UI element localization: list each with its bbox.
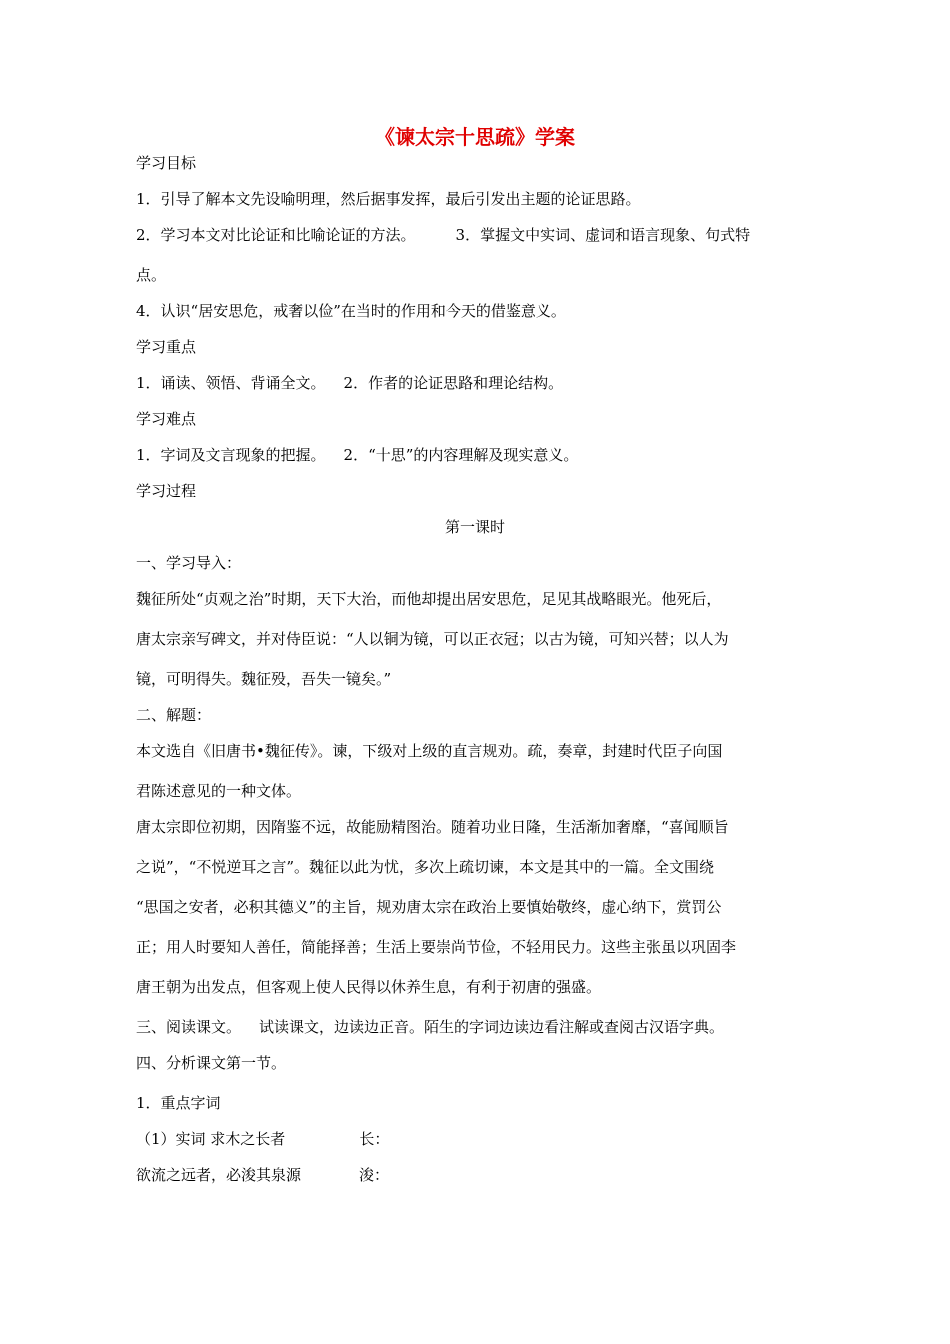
goal-2: 2．学习本文对比论证和比喻论证的方法。 <box>136 226 416 244</box>
goal-2-3 <box>136 223 826 247</box>
difficulty-heading: 学习难点 <box>136 410 197 428</box>
word-1-blank: 长： <box>359 1130 390 1148</box>
goal-4: 4．认识“居安思危，戒奢以俭”在当时的作用和今天的借鉴意义。 <box>136 302 566 320</box>
word-2-blank: 浚： <box>359 1166 390 1184</box>
background-line-2: 之说”，“不悦逆耳之言”。魏征以此为忧，多次上疏切谏，本文是其中的一篇。全文围绕 <box>136 858 715 876</box>
word-2-label: 欲流之远者，必浚其泉源 <box>136 1166 302 1184</box>
difficulty-points <box>136 443 826 467</box>
title-explain-line-1: 本文选自《旧唐书•魏征传》。谏，下级对上级的直言规劝。疏，奏章，封建时代臣子向国 <box>136 742 723 760</box>
read-text: 试读课文，边读边正音。陌生的字词边读边看注解或查阅古汉语字典。 <box>259 1018 725 1036</box>
word-item-2 <box>136 1163 826 1187</box>
title-explain-line-2: 君陈述意见的一种文体。 <box>136 782 302 800</box>
goal-3-cont: 点。 <box>136 266 167 284</box>
difficulty-point-2: 2．“十思”的内容理解及现实意义。 <box>343 446 579 464</box>
intro-line-2: 唐太宗亲写碑文，并对侍臣说：“人以铜为镜，可以正衣冠；以古为镜，可知兴替；以人为 <box>136 630 729 648</box>
focus-point-1: 1．诵读、领悟、背诵全文。 <box>136 374 326 392</box>
goal-1: 1．引导了解本文先设喻明理，然后据事发挥，最后引发出主题的论证思路。 <box>136 190 641 208</box>
goal-3: 3．掌握文中实词、虚词和语言现象、句式特 <box>455 226 751 244</box>
intro-heading: 一、学习导入： <box>136 554 242 572</box>
goals-heading: 学习目标 <box>136 154 197 172</box>
focus-points <box>136 371 826 395</box>
analyze-heading: 四、分析课文第一节。 <box>136 1054 287 1072</box>
background-line-3: “思国之安者，必积其德义”的主旨，规劝唐太宗在政治上要慎始敬终，虚心纳下，赏罚公 <box>136 898 722 916</box>
lesson-title: 第一课时 <box>444 518 505 536</box>
background-line-5: 唐王朝为出发点，但客观上使人民得以休养生息，有利于初唐的强盛。 <box>136 978 602 996</box>
words-heading: 1．重点字词 <box>136 1094 221 1112</box>
intro-line-1: 魏征所处“贞观之治”时期，天下大治，而他却提出居安思危，足见其战略眼光。他死后， <box>136 590 722 608</box>
read-heading: 三、阅读课文。 <box>136 1018 242 1036</box>
read-section <box>136 1015 826 1039</box>
focus-point-2: 2．作者的论证思路和理论结构。 <box>343 374 564 392</box>
difficulty-point-1: 1．字词及文言现象的把握。 <box>136 446 326 464</box>
process-heading: 学习过程 <box>136 482 197 500</box>
background-line-4: 正；用人时要知人善任，简能择善；生活上要崇尚节俭，不轻用民力。这些主张虽以巩固李 <box>136 938 737 956</box>
title-explain-heading: 二、解题： <box>136 706 212 724</box>
focus-heading: 学习重点 <box>136 338 197 356</box>
word-1-label: （1）实词 求木之长者 <box>136 1130 286 1148</box>
intro-line-3: 镜，可明得失。魏征殁，吾失一镜矣。” <box>136 670 392 688</box>
background-line-1: 唐太宗即位初期，因隋鉴不远，故能励精图治。随着功业日隆，生活渐加奢靡，“喜闻顺旨 <box>136 818 729 836</box>
word-item-1 <box>136 1127 826 1151</box>
doc-title: 《谏太宗十思疏》学案 <box>375 125 575 149</box>
